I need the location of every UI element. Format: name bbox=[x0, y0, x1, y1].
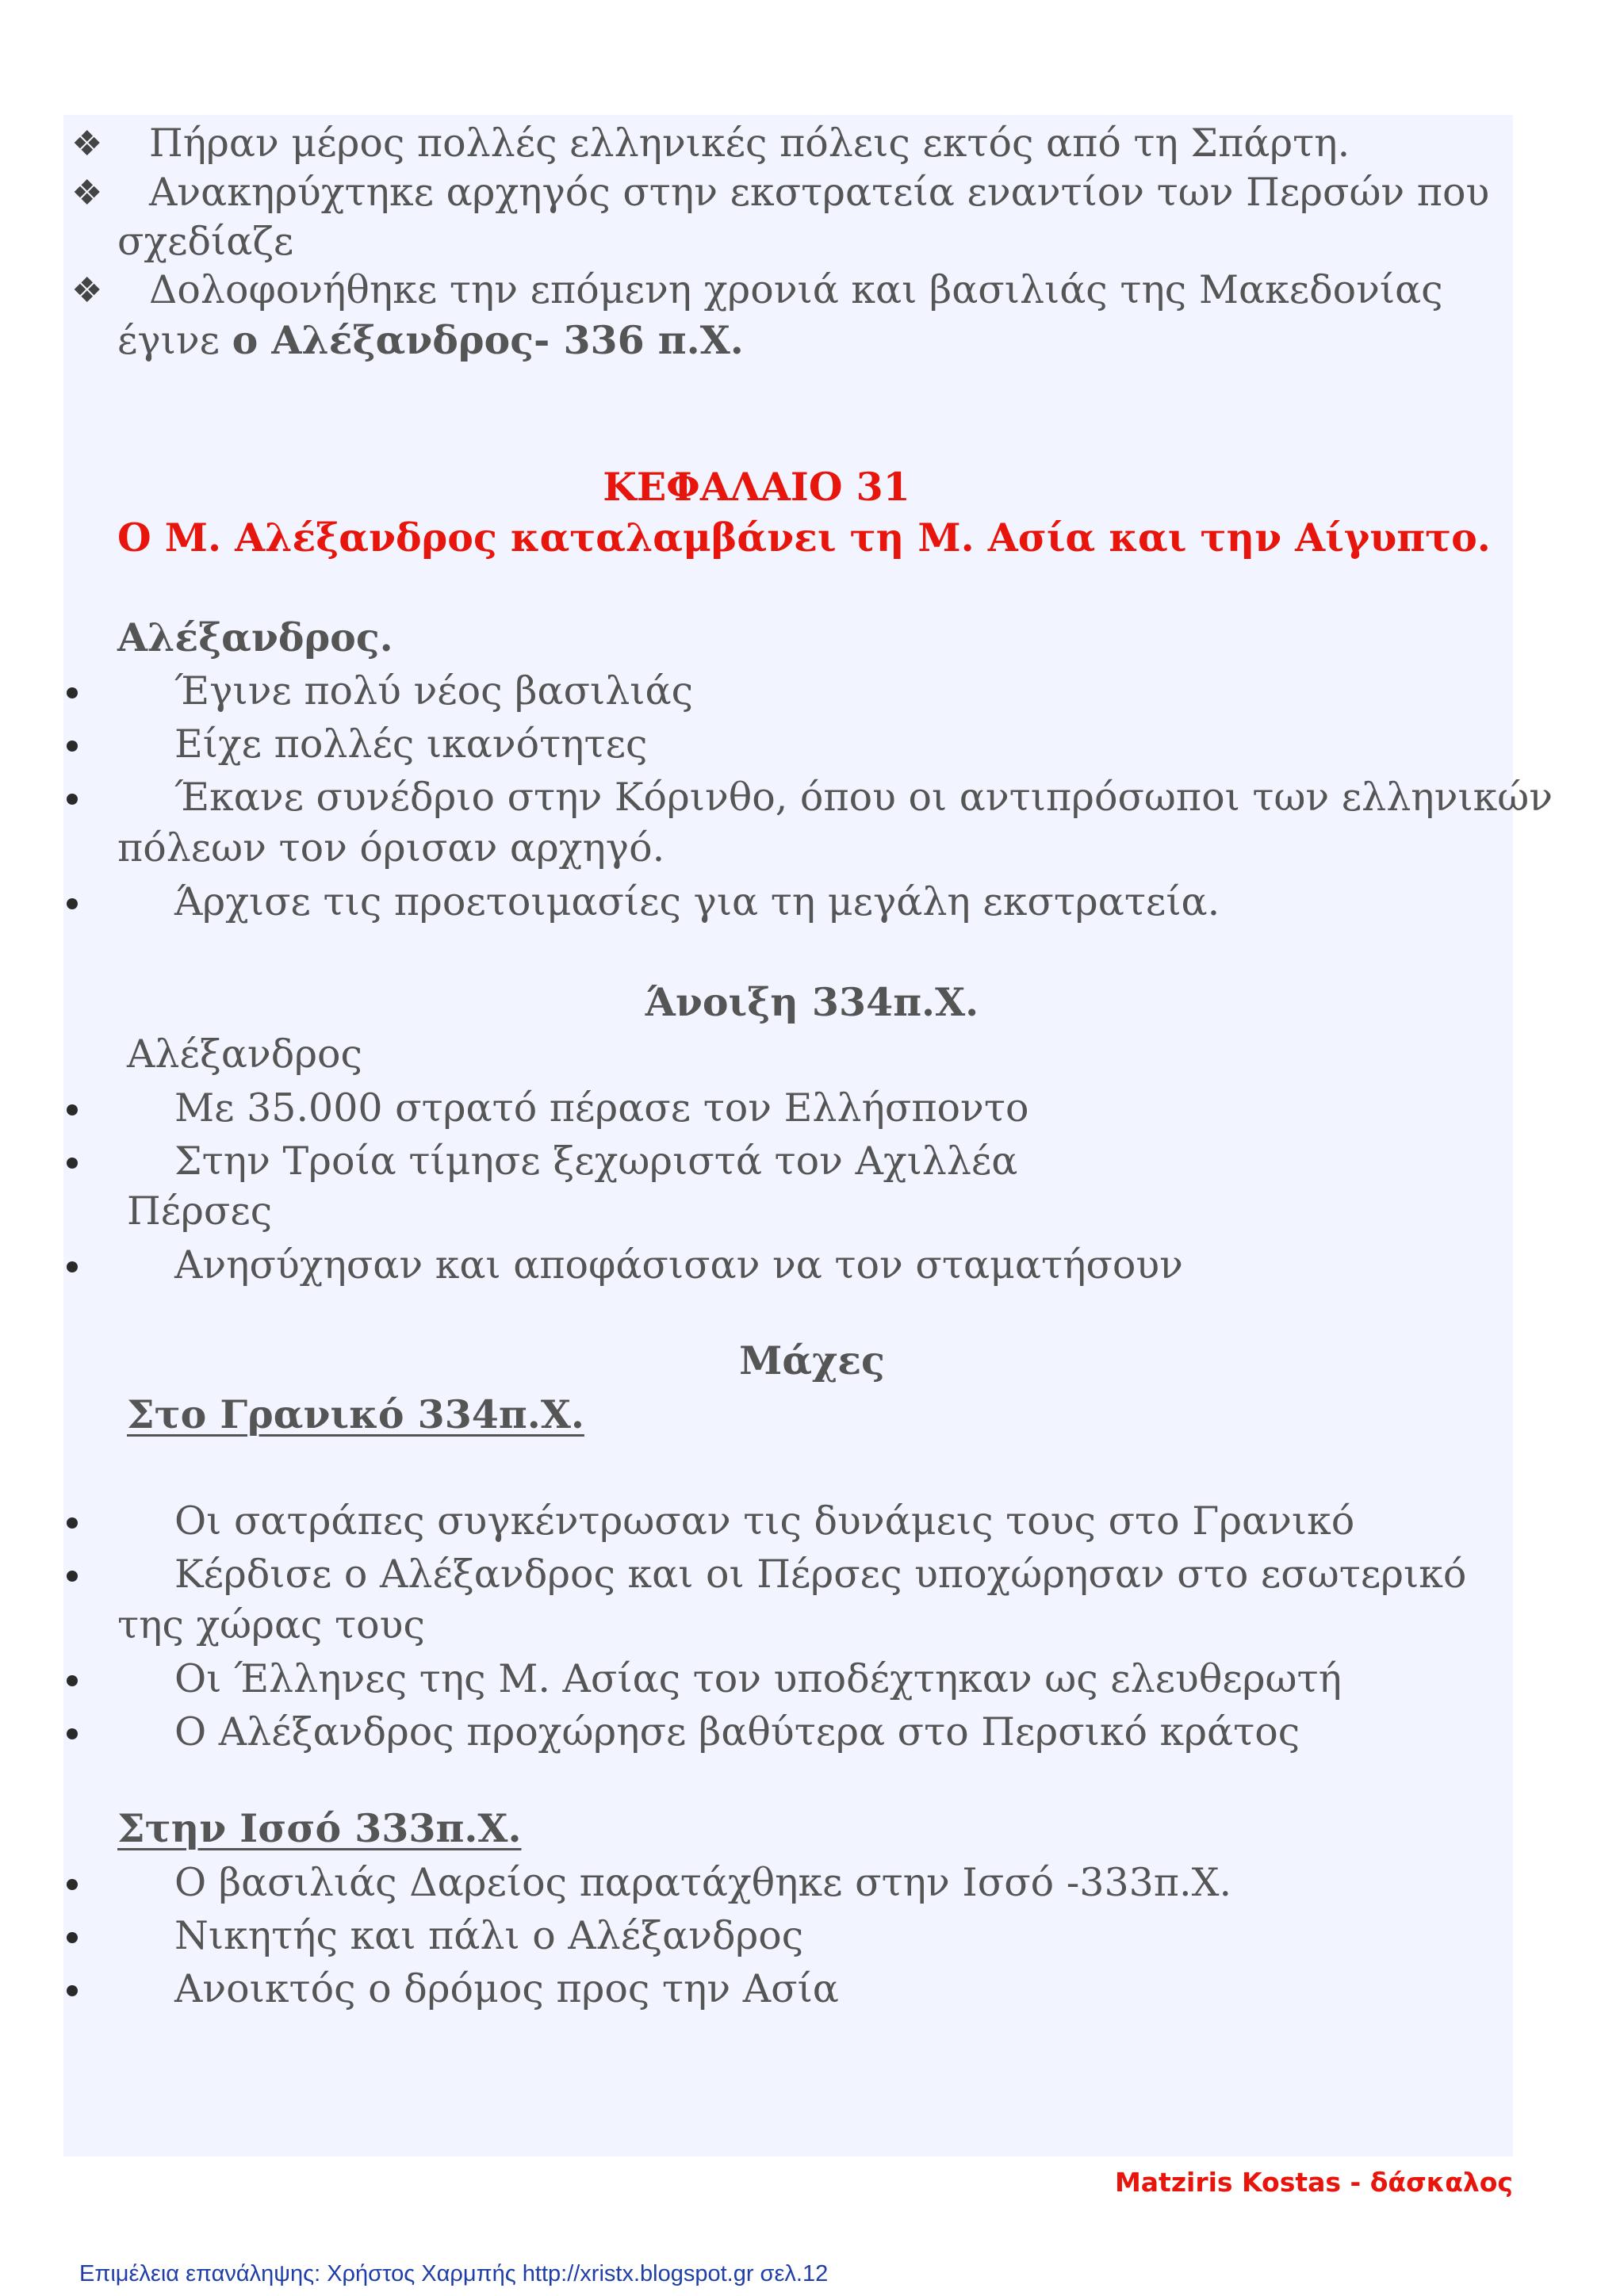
bullet-dot-icon bbox=[67, 1571, 78, 1582]
intro-bullet-1: Πήραν μέρος πολλές ελληνικές πόλεις εκτός από τη Σπάρτη. bbox=[149, 121, 1350, 166]
intro-bullet-3-prefix: έγινε bbox=[117, 318, 232, 363]
bullet-dot-icon bbox=[67, 1158, 78, 1169]
intro-bullet-3-cont bbox=[117, 317, 744, 363]
spring-persians-label: Πέρσες bbox=[127, 1188, 273, 1234]
alexander-item-4: Άρχισε τις προετοιμασίες για τη μεγάλη εκστρατεία. bbox=[174, 879, 1220, 924]
alexander-item-3: Έκανε συνέδριο στην Κόρινθο, όπου οι αντιπρόσωποι των ελληνικών bbox=[174, 775, 1553, 820]
diamond-bullet-icon: ❖ bbox=[71, 124, 103, 164]
diamond-bullet-icon: ❖ bbox=[71, 270, 103, 311]
spring-alexander-label: Αλέξανδρος bbox=[127, 1031, 362, 1077]
bullet-dot-icon bbox=[67, 1261, 78, 1272]
chapter-title: Ο Μ. Αλέξανδρος καταλαμβάνει τη Μ. Ασία και την Αίγυπτο. bbox=[117, 515, 1491, 561]
spring-alex-item-2: Στην Τροία τίμησε ξεχωριστά τον Αχιλλέα bbox=[174, 1138, 1018, 1184]
chapter-number: ΚΕΦΑΛΑΙΟ 31 bbox=[603, 464, 910, 510]
bullet-dot-icon bbox=[67, 1517, 78, 1529]
issus-item-1: Ο βασιλιάς Δαρείος παρατάχθηκε στην Ισσό -333π.Χ. bbox=[174, 1860, 1232, 1905]
granicus-item-4: Ο Αλέξανδρος προχώρησε βαθύτερα στο Περσικό κράτος bbox=[174, 1709, 1300, 1755]
bullet-dot-icon bbox=[67, 1104, 78, 1115]
bullet-dot-icon bbox=[67, 1879, 78, 1890]
granicus-item-2: Κέρδισε ο Αλέξανδρος και οι Πέρσες υποχώρησαν στο εσωτερικό bbox=[174, 1552, 1467, 1597]
intro-bullet-3-bold: ο Αλέξανδρος- 336 π.Χ. bbox=[232, 317, 744, 363]
alexander-item-2: Είχε πολλές ικανότητες bbox=[174, 721, 648, 767]
bullet-dot-icon bbox=[67, 898, 78, 909]
bullet-dot-icon bbox=[67, 794, 78, 805]
intro-bullet-3: Δολοφονήθηκε την επόμενη χρονιά και βασιλιάς της Μακεδονίας bbox=[149, 267, 1443, 312]
spring-alex-item-1: Με 35.000 στρατό πέρασε τον Ελλήσποντο bbox=[174, 1085, 1029, 1131]
page-footer: Επιμέλεια επανάληψης: Χρήστος Χαρμπής http://xristx.blogspot.gr σελ.12 bbox=[79, 2261, 829, 2286]
granicus-item-3: Οι Έλληνες της Μ. Ασίας τον υποδέχτηκαν ως ελευθερωτή bbox=[174, 1656, 1342, 1701]
issus-item-2: Νικητής και πάλι ο Αλέξανδρος bbox=[174, 1913, 804, 1958]
bullet-dot-icon bbox=[67, 1728, 78, 1739]
alexander-heading: Αλέξανδρος. bbox=[117, 614, 393, 660]
granicus-item-1: Οι σατράπες συγκέντρωσαν τις δυνάμεις τους στο Γρανικό bbox=[174, 1498, 1355, 1544]
issus-item-3: Ανοικτός ο δρόμος προς την Ασία bbox=[174, 1966, 839, 2011]
bullet-dot-icon bbox=[67, 687, 78, 698]
issus-heading: Στην Ισσό 333π.Χ. bbox=[117, 1805, 522, 1851]
alexander-item-1: Έγινε πολύ νέος βασιλιάς bbox=[174, 668, 694, 714]
bullet-dot-icon bbox=[67, 1985, 78, 1996]
intro-bullet-2: Ανακηρύχτηκε αρχηγός στην εκστρατεία εναντίον των Περσών που bbox=[149, 170, 1490, 215]
intro-bullet-2-cont: σχεδίαζε bbox=[117, 219, 294, 264]
diamond-bullet-icon: ❖ bbox=[71, 173, 103, 213]
granicus-heading: Στο Γρανικό 334π.Χ. bbox=[127, 1391, 584, 1437]
author-signature: Matziris Kostas - δάσκαλος bbox=[1114, 2167, 1513, 2198]
bullet-dot-icon bbox=[67, 1932, 78, 1943]
bullet-dot-icon bbox=[67, 1675, 78, 1686]
spring-heading: Άνοιξη 334π.Χ. bbox=[645, 979, 979, 1025]
granicus-item-2-cont: της χώρας τους bbox=[117, 1602, 425, 1647]
bullet-dot-icon bbox=[67, 740, 78, 752]
battles-heading: Μάχες bbox=[739, 1337, 885, 1383]
spring-persians-item-1: Ανησύχησαν και αποφάσισαν να τον σταματήσουν bbox=[174, 1242, 1183, 1288]
alexander-item-3-cont: πόλεων τον όρισαν αρχηγό. bbox=[117, 825, 665, 871]
